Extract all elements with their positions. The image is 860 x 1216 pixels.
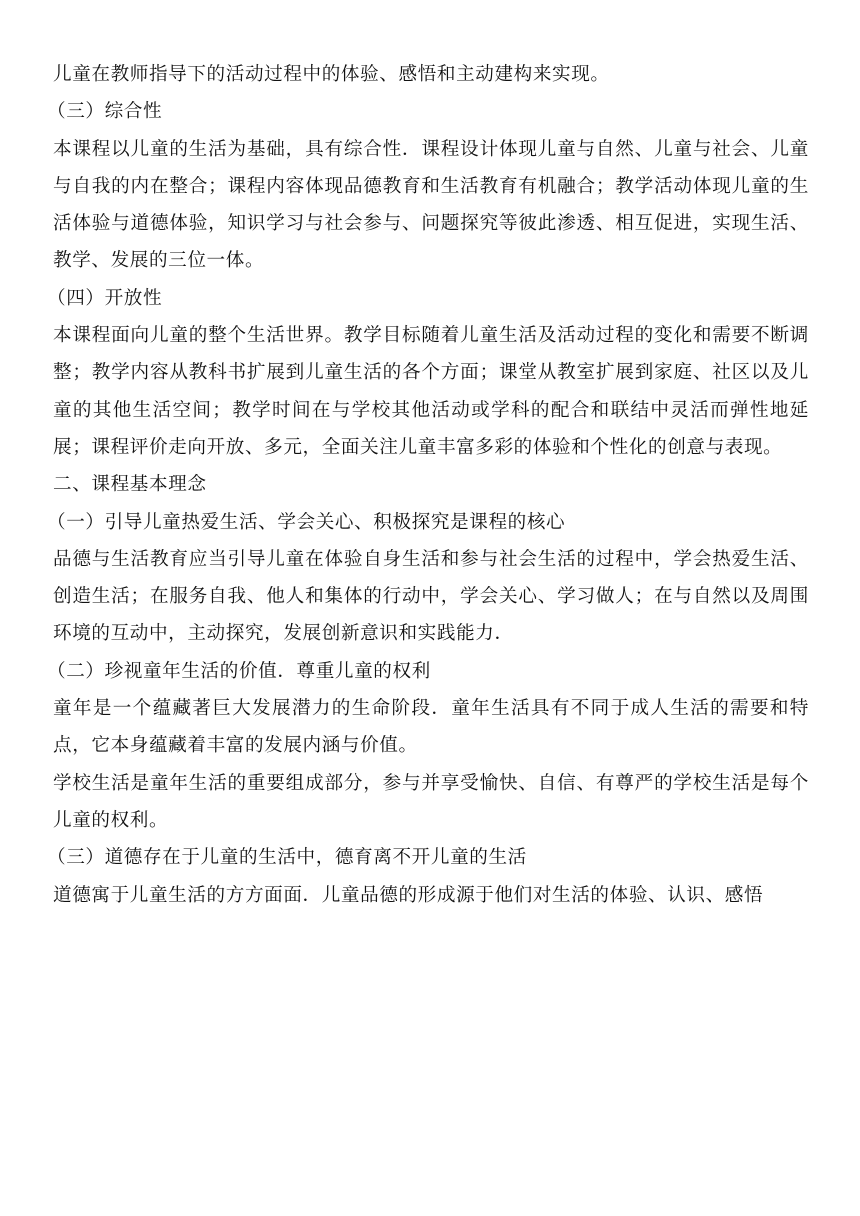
paragraph-openness: 本课程面向儿童的整个生活世界。教学目标随着儿童生活及活动过程的变化和需要不断调整；教学内容从教科书扩展到儿童生活的各个方面；课堂从教室扩展到家庭、社区以及儿童的其他生活空间；教学时间在与学校其他活动或学科的配合和联结中灵活而弹性地延展；课程评价走向开放、多元，全面关注儿童丰富多彩的体验和个性化的创意与表现。	[53, 325, 809, 458]
continuation-paragraph: 儿童在教师指导下的活动过程中的体验、感悟和主动建构来实现。	[53, 64, 610, 85]
paragraph-morality: 道德寓于儿童生活的方方面面．儿童品德的形成源于他们对生活的体验、认识、感悟	[53, 884, 764, 906]
document-page	[47, 56, 809, 914]
concept-heading-morality-in-life: （三）道德存在于儿童的生活中，德育离不开儿童的生活	[47, 847, 527, 869]
paragraph-core: 品德与生活教育应当引导儿童在体验自身生活和参与社会生活的过程中，学会热爱生活、创造生活；在服务自我、他人和集体的行动中，学会关心、学习做人；在与自然以及周围环境的互动中，主动探究，发展创新意识和实践能力．	[53, 548, 809, 645]
section-heading-openness: （四）开放性	[47, 287, 163, 309]
section-heading-comprehensive: （三）综合性	[47, 101, 163, 123]
chapter-heading-basic-concepts: 二、课程基本理念	[53, 474, 207, 496]
paragraph-childhood-1: 童年是一个蕴藏著巨大发展潜力的生命阶段．童年生活具有不同于成人生活的需要和特点，它本身蕴藏着丰富的发展内涵与价值。	[53, 698, 809, 757]
paragraph-comprehensive: 本课程以儿童的生活为基础，具有综合性．课程设计体现儿童与自然、儿童与社会、儿童与自我的内在整合；课程内容体现品德教育和生活教育有机融合；教学活动体现儿童的生活体验与道德体验，知识学习与社会参与、问题探究等彼此渗透、相互促进，实现生活、教学、发展的三位一体。	[53, 138, 809, 272]
paragraph-childhood-2: 学校生活是童年生活的重要组成部分，参与并享受愉快、自信、有尊严的学校生活是每个儿童的权利。	[53, 772, 809, 831]
concept-heading-core: （一）引导儿童热爱生活、学会关心、积极探究是课程的核心	[47, 511, 566, 533]
concept-heading-childhood-value: （二）珍视童年生活的价值．尊重儿童的权利	[47, 660, 431, 682]
